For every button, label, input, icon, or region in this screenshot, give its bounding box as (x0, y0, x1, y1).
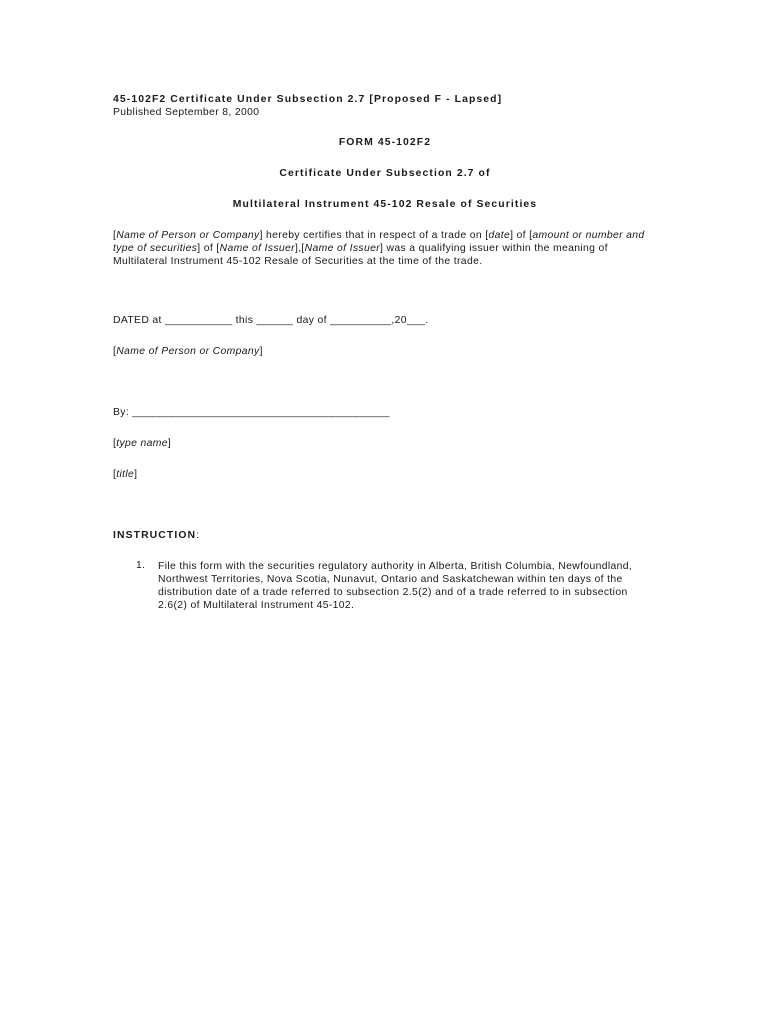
certification-text: ],[ (294, 243, 305, 254)
signature-line: By: __________________________________________ (113, 407, 390, 418)
form-subtitle: Certificate Under Subsection 2.7 of (279, 168, 491, 179)
bracket-close: ] (259, 346, 263, 357)
certification-text: ] hereby certifies that in respect of a trade on [ (259, 230, 489, 241)
form-number: FORM 45-102F2 (338, 137, 432, 148)
date-placeholder: date (488, 230, 511, 241)
certification-text: ] of [ (510, 230, 533, 241)
issuer-placeholder: Name of Issuer (219, 243, 295, 254)
person-placeholder: Name of Person or Company (116, 230, 260, 241)
person-field (113, 346, 263, 357)
certification-text: ] was a qualifying issuer within the meaning of Multilateral Instrument 45-102 Resale of Securities at the time of the trade. (113, 243, 608, 267)
type-name-label: type name (116, 438, 168, 449)
title-field (113, 469, 137, 480)
bracket-close: ] (134, 469, 138, 480)
instruction-colon: : (196, 530, 200, 541)
instruction-item-number: 1. (136, 560, 146, 571)
amount-placeholder: amount or number and type of securities (113, 230, 645, 254)
instrument-title: Multilateral Instrument 45-102 Resale of Securities (232, 199, 538, 210)
instruction-item-text: File this form with the securities regulatory authority in Alberta, British Columbia, Newfoundland, Northwest Territories, Nova Scotia, Nunavut, Ontario and Saskatchewan within ten days of the distribution date of a trade referred to subsection 2.5(2) and of a trade referred to in subsection 2.6(2) of Multilateral Instrument 45-102. (158, 561, 633, 611)
dated-line: DATED at ___________ this ______ day of __________,20___. (113, 315, 429, 326)
instruction-heading-label: INSTRUCTION (113, 530, 197, 541)
document-title: 45-102F2 Certificate Under Subsection 2.7 [Proposed F - Lapsed] (113, 94, 503, 105)
certification-text: ] of [ (197, 243, 220, 254)
type-name-field (113, 438, 171, 449)
bracket-close: ] (167, 438, 172, 449)
bracket-open: [ (113, 230, 117, 241)
title-field-label: title (116, 469, 135, 480)
published-date: Published September 8, 2000 (113, 107, 260, 118)
person-field-label: Name of Person or Company (116, 346, 260, 357)
instruction-item (0, 560, 770, 620)
bracket-open: [ (113, 438, 117, 449)
issuer-placeholder: Name of Issuer (304, 243, 381, 254)
bracket-open: [ (113, 346, 117, 357)
bracket-open: [ (113, 469, 117, 480)
instruction-heading (113, 530, 199, 541)
certification-paragraph (113, 229, 661, 268)
